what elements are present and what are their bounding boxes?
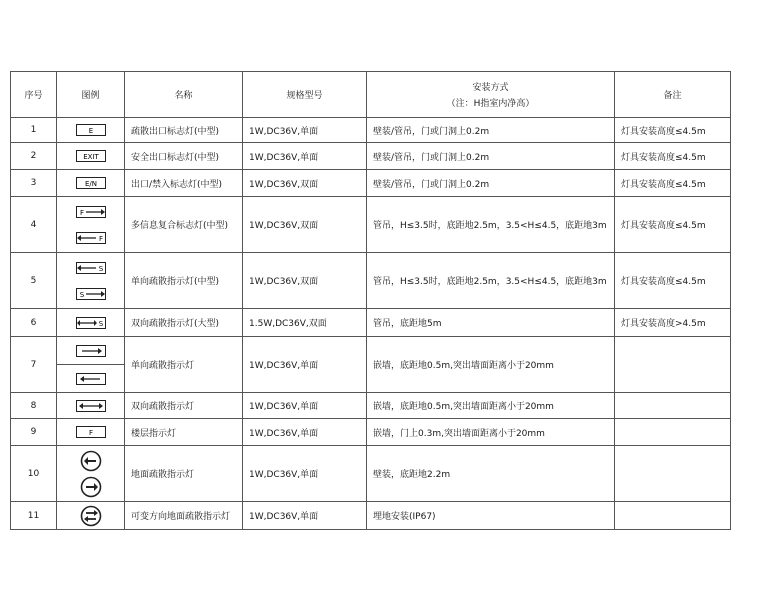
row-num: 2 [11,143,57,170]
row-symbol [57,253,125,309]
symbol-label: E/N [84,180,97,188]
row-symbol [57,393,125,419]
symbol-cell-top [57,337,124,365]
table-row [11,337,731,393]
col-seq: 序号 [11,72,57,118]
arrow-left-box-icon [76,262,106,274]
row-name: 双向疏散指示灯(大型) [125,309,243,337]
row-num: 7 [11,337,57,393]
row-name: 楼层指示灯 [125,419,243,446]
row-num: 11 [11,502,57,530]
row-spec: 1W,DC36V,单面 [243,446,367,502]
symbol-label: F [98,234,103,243]
row-install: 管吊，H≤3.5时，底距地2.5m，3.5<H≤4.5，底距地3m [367,253,615,309]
table-row [11,197,731,253]
symbol-label: EXIT [82,153,99,161]
col-name: 名称 [125,72,243,118]
table-row [11,253,731,309]
row-symbol [57,197,125,253]
row-num: 9 [11,419,57,446]
arrow-left-box-icon [76,232,106,244]
table-row [11,419,731,446]
arrow-right-box-icon [76,288,106,300]
row-spec: 1W,DC36V,单面 [243,419,367,446]
install-note: （注：H指室内净高） [446,99,535,109]
table-row [11,393,731,419]
symbol-cell-bottom [57,365,124,392]
table-row [11,143,731,170]
row-name: 安全出口标志灯(中型) [125,143,243,170]
row-install: 管吊，底距地5m [367,309,615,337]
row-remark [615,393,731,419]
symbol-label: F [79,208,84,217]
row-name: 单向疏散指示灯(中型) [125,253,243,309]
row-name: 多信息复合标志灯(中型) [125,197,243,253]
row-remark [615,419,731,446]
symbol-label: S [98,264,103,273]
row-spec: 1W,DC36V,双面 [243,197,367,253]
row-symbol [57,143,125,170]
double-arrow-box-icon [76,317,106,329]
symbol-label: S [98,319,103,328]
symbol-label: F [88,429,93,437]
row-symbol [57,337,125,393]
row-install: 壁装/管吊，门或门洞上0.2m [367,118,615,143]
row-install: 嵌墙，底距地0.5m,突出墙面距离小于20mm [367,337,615,393]
box-label-icon [76,150,106,162]
box-label-icon [76,124,106,136]
symbol-label: E [88,127,93,135]
row-symbol [57,118,125,143]
row-remark: 灯具安装高度≤4.5m [615,143,731,170]
table-row [11,118,731,143]
circle-arrow-right-icon [80,476,102,498]
row-remark: 灯具安装高度≤4.5m [615,118,731,143]
row-install: 壁装，底距地2.2m [367,446,615,502]
row-spec: 1W,DC36V,单面 [243,393,367,419]
row-name: 出口/禁入标志灯(中型) [125,170,243,197]
table-row [11,309,731,337]
arrow-right-box-icon [76,345,106,357]
col-legend: 图例 [57,72,125,118]
row-num: 3 [11,170,57,197]
row-spec: 1W,DC36V,单面 [243,337,367,393]
row-install: 嵌墙，底距地0.5m,突出墙面距离小于20mm [367,393,615,419]
row-symbol [57,502,125,530]
row-install: 壁装/管吊，门或门洞上0.2m [367,170,615,197]
arrow-right-box-icon [76,206,106,218]
table-row [11,170,731,197]
row-spec: 1W,DC36V,单面 [243,502,367,530]
double-arrow-box-icon [76,400,106,412]
row-spec: 1W,DC36V,单面 [243,143,367,170]
row-spec: 1W,DC36V,双面 [243,170,367,197]
col-install [367,72,615,118]
box-label-icon [76,426,106,438]
row-name: 地面疏散指示灯 [125,446,243,502]
arrow-left-box-icon [76,373,106,385]
row-remark [615,502,731,530]
row-spec: 1W,DC36V,双面 [243,253,367,309]
row-install: 壁装/管吊，门或门洞上0.2m [367,143,615,170]
row-remark [615,337,731,393]
row-remark: 灯具安装高度≤4.5m [615,170,731,197]
symbol-label: S [79,290,84,299]
col-remark: 备注 [615,72,731,118]
table-row [11,502,731,530]
row-remark [615,446,731,502]
row-name: 疏散出口标志灯(中型) [125,118,243,143]
row-num: 4 [11,197,57,253]
row-num: 1 [11,118,57,143]
row-num: 8 [11,393,57,419]
row-remark: 灯具安装高度≤4.5m [615,197,731,253]
row-install: 管吊，H≤3.5时，底距地2.5m，3.5<H≤4.5，底距地3m [367,197,615,253]
row-name: 双向疏散指示灯 [125,393,243,419]
row-num: 6 [11,309,57,337]
table-row [11,446,731,502]
row-symbol [57,446,125,502]
row-symbol [57,419,125,446]
legend-table [10,71,731,530]
row-num: 10 [11,446,57,502]
row-install: 埋地安装(IP67) [367,502,615,530]
install-title: 安装方式 [472,83,509,93]
row-remark: 灯具安装高度≤4.5m [615,253,731,309]
box-label-icon [76,177,106,189]
row-remark: 灯具安装高度>4.5m [615,309,731,337]
row-name: 单向疏散指示灯 [125,337,243,393]
row-symbol [57,170,125,197]
row-spec: 1.5W,DC36V,双面 [243,309,367,337]
row-num: 5 [11,253,57,309]
circle-double-arrow-icon [80,505,102,527]
row-name: 可变方向地面疏散指示灯 [125,502,243,530]
circle-arrow-left-icon [80,450,102,472]
header-row [11,72,731,118]
col-spec: 规格型号 [243,72,367,118]
row-install: 嵌墙，门上0.3m,突出墙面距离小于20mm [367,419,615,446]
row-spec: 1W,DC36V,单面 [243,118,367,143]
row-symbol [57,309,125,337]
